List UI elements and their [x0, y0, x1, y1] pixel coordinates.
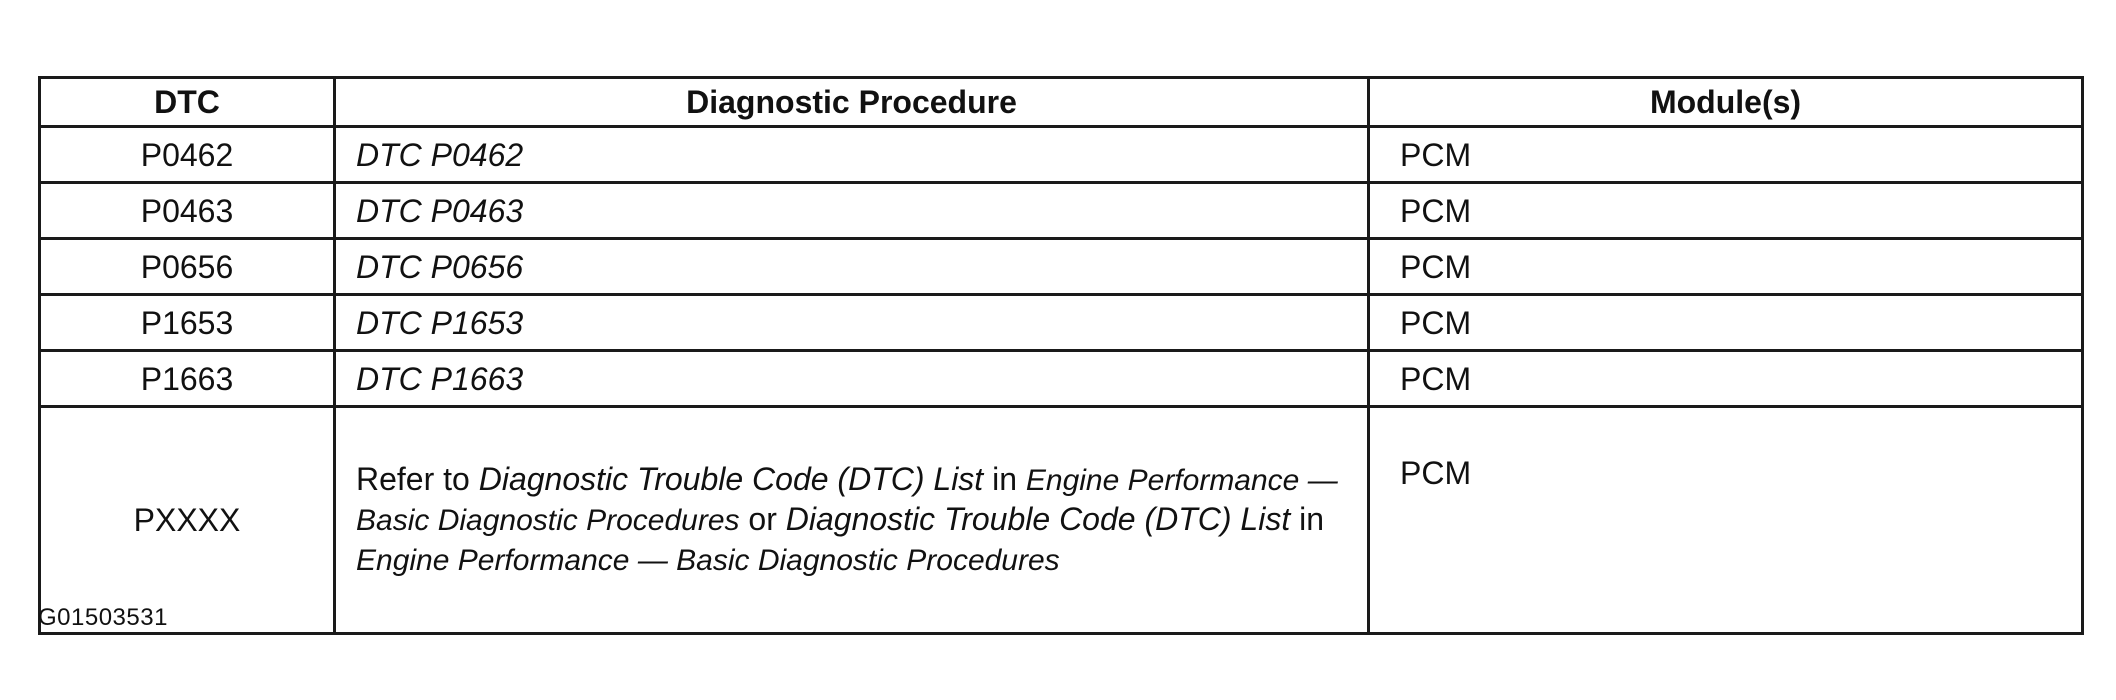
procedure-text-plain: in	[983, 461, 1026, 497]
procedure-text	[335, 407, 1369, 634]
procedure-link[interactable]: DTC P1663	[335, 351, 1369, 407]
table-row	[40, 239, 2083, 295]
procedure-text-plain: or	[739, 501, 786, 537]
procedure-link[interactable]: DTC P1653	[335, 295, 1369, 351]
table-row	[40, 127, 2083, 183]
header-procedure: Diagnostic Procedure	[335, 78, 1369, 127]
figure-id: G01503531	[38, 604, 168, 631]
table-row	[40, 351, 2083, 407]
table-row	[40, 295, 2083, 351]
engine-performance-link[interactable]: Engine Performance — Basic Diagnostic Procedures	[356, 544, 1060, 577]
dtc-code: P0463	[40, 183, 335, 239]
procedure-link[interactable]: DTC P0656	[335, 239, 1369, 295]
module-name: PCM	[1369, 407, 2083, 634]
procedure-text-plain: in	[1290, 501, 1325, 537]
dtc-code: P0462	[40, 127, 335, 183]
procedure-link[interactable]: DTC P0463	[335, 183, 1369, 239]
module-name: PCM	[1369, 183, 2083, 239]
module-name: PCM	[1369, 351, 2083, 407]
header-dtc: DTC	[40, 78, 335, 127]
module-name: PCM	[1369, 239, 2083, 295]
dtc-list-link[interactable]: Diagnostic Trouble Code (DTC) List	[478, 461, 984, 497]
dtc-code: P0656	[40, 239, 335, 295]
table-header-row	[40, 78, 2083, 127]
procedure-text-plain: Refer to	[356, 461, 479, 497]
dtc-code: PXXXX	[40, 407, 335, 634]
table-row	[40, 407, 2083, 634]
procedure-link[interactable]: DTC P0462	[335, 127, 1369, 183]
dtc-code: P1653	[40, 295, 335, 351]
dtc-code: P1663	[40, 351, 335, 407]
header-modules: Module(s)	[1369, 78, 2083, 127]
module-name: PCM	[1369, 295, 2083, 351]
table-row	[40, 183, 2083, 239]
module-name: PCM	[1369, 127, 2083, 183]
engine-performance-link[interactable]: Engine Performance — Basic Diagnostic Procedures	[356, 464, 1338, 537]
dtc-table	[38, 76, 2084, 635]
dtc-list-link[interactable]: Diagnostic Trouble Code (DTC) List	[785, 501, 1291, 537]
